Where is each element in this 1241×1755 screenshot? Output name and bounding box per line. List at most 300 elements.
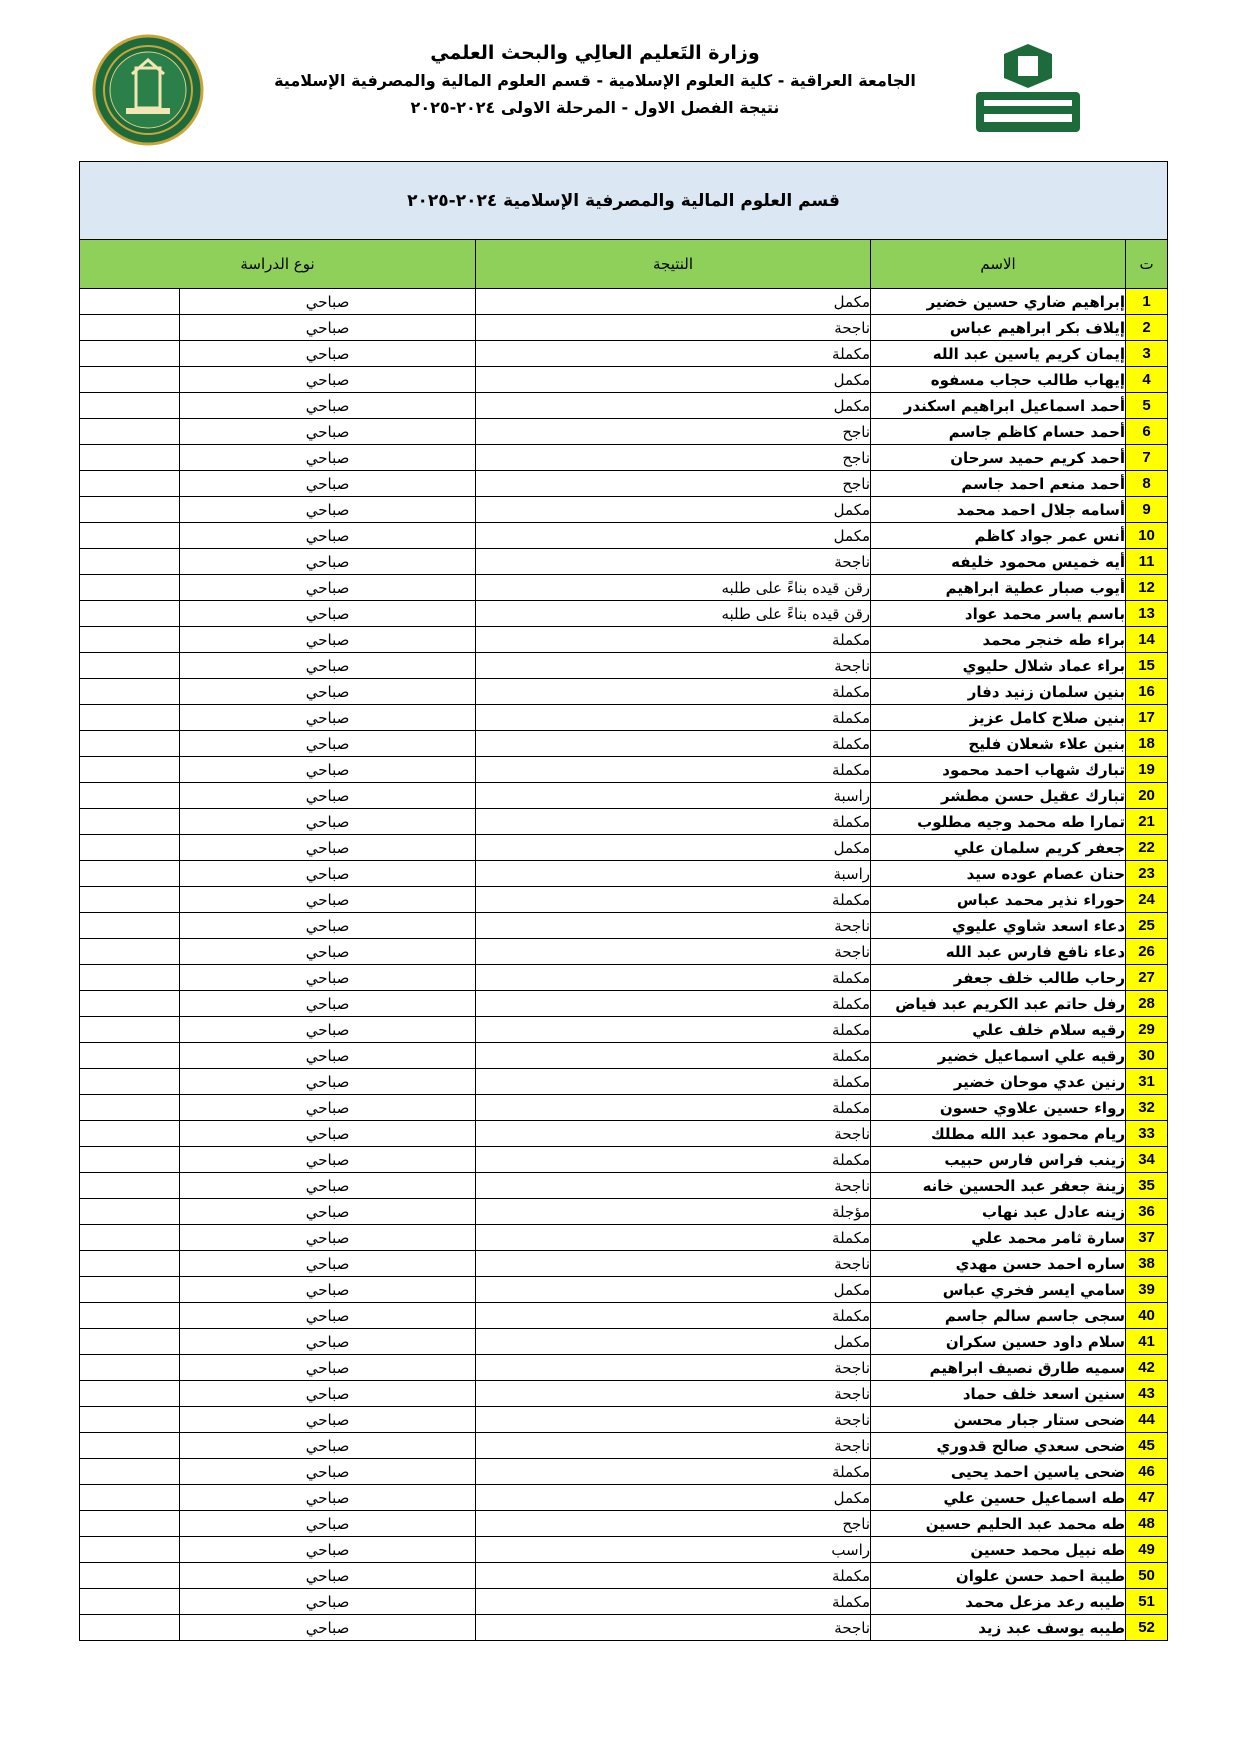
table-row	[80, 1615, 1168, 1641]
student-name: جعفر كريم سلمان علي	[871, 835, 1126, 861]
study-type: صباحي	[180, 575, 476, 601]
student-result: مكملة	[476, 731, 871, 757]
study-type-spacer	[80, 887, 180, 913]
row-number: 10	[1126, 523, 1168, 549]
student-result: مكمل	[476, 1329, 871, 1355]
row-number: 31	[1126, 1069, 1168, 1095]
study-type-spacer	[80, 1615, 180, 1641]
student-result: ناجحة	[476, 549, 871, 575]
student-result: ناجحة	[476, 1381, 871, 1407]
student-result: ناجحة	[476, 1433, 871, 1459]
row-number: 14	[1126, 627, 1168, 653]
student-name: طه محمد عبد الحليم حسين	[871, 1511, 1126, 1537]
study-type-spacer	[80, 1303, 180, 1329]
table-row	[80, 679, 1168, 705]
row-number: 16	[1126, 679, 1168, 705]
student-result: راسبة	[476, 783, 871, 809]
student-result: ناجحة	[476, 315, 871, 341]
study-type: صباحي	[180, 757, 476, 783]
study-type-spacer	[80, 731, 180, 757]
student-result: ناجحة	[476, 1355, 871, 1381]
student-name: براء طه خنجر محمد	[871, 627, 1126, 653]
student-name: دعاء اسعد شاوي عليوي	[871, 913, 1126, 939]
student-result: ناجح	[476, 471, 871, 497]
study-type: صباحي	[180, 1069, 476, 1095]
row-number: 15	[1126, 653, 1168, 679]
study-type: صباحي	[180, 497, 476, 523]
study-type: صباحي	[180, 1537, 476, 1563]
student-name: سارة ثامر محمد علي	[871, 1225, 1126, 1251]
study-type-spacer	[80, 549, 180, 575]
study-type-spacer	[80, 705, 180, 731]
student-name: طيبه رعد مزعل محمد	[871, 1589, 1126, 1615]
study-type: صباحي	[180, 1563, 476, 1589]
study-type-spacer	[80, 1407, 180, 1433]
study-type: صباحي	[180, 289, 476, 315]
table-row	[80, 1329, 1168, 1355]
table-row	[80, 1017, 1168, 1043]
table-row	[80, 549, 1168, 575]
study-type-spacer	[80, 809, 180, 835]
study-type: صباحي	[180, 653, 476, 679]
study-type: صباحي	[180, 341, 476, 367]
table-row	[80, 1095, 1168, 1121]
table-row	[80, 1433, 1168, 1459]
student-name: أحمد اسماعيل ابراهيم اسكندر	[871, 393, 1126, 419]
college-seal-icon	[92, 34, 204, 146]
row-number: 9	[1126, 497, 1168, 523]
table-row	[80, 809, 1168, 835]
row-number: 27	[1126, 965, 1168, 991]
student-name: إيمان كريم ياسين عبد الله	[871, 341, 1126, 367]
row-number: 47	[1126, 1485, 1168, 1511]
col-header-num: ت	[1126, 240, 1168, 289]
student-result: مكملة	[476, 1069, 871, 1095]
row-number: 8	[1126, 471, 1168, 497]
table-row	[80, 705, 1168, 731]
study-type-spacer	[80, 445, 180, 471]
student-name: سميه طارق نصيف ابراهيم	[871, 1355, 1126, 1381]
study-type: صباحي	[180, 1381, 476, 1407]
study-type: صباحي	[180, 1329, 476, 1355]
row-number: 21	[1126, 809, 1168, 835]
student-name: زينة جعفر عبد الحسين خانه	[871, 1173, 1126, 1199]
study-type-spacer	[80, 679, 180, 705]
ministry-title: وزارة التَعليم العالِي والبحث العلمي	[430, 42, 760, 64]
study-type: صباحي	[180, 965, 476, 991]
row-number: 17	[1126, 705, 1168, 731]
student-name: إيلاف بكر ابراهيم عباس	[871, 315, 1126, 341]
table-row	[80, 913, 1168, 939]
study-type-spacer	[80, 1537, 180, 1563]
study-type: صباحي	[180, 1485, 476, 1511]
table-row	[80, 341, 1168, 367]
study-type: صباحي	[180, 471, 476, 497]
row-number: 40	[1126, 1303, 1168, 1329]
table-row	[80, 653, 1168, 679]
student-name: ضحى ياسين احمد يحيى	[871, 1459, 1126, 1485]
student-name: تبارك عقيل حسن مطشر	[871, 783, 1126, 809]
study-type-spacer	[80, 913, 180, 939]
col-header-study-type: نوع الدراسة	[80, 240, 476, 289]
student-name: سجى جاسم سالم جاسم	[871, 1303, 1126, 1329]
row-number: 23	[1126, 861, 1168, 887]
student-result: راسب	[476, 1537, 871, 1563]
student-name: بنين صلاح كامل عزيز	[871, 705, 1126, 731]
study-type: صباحي	[180, 367, 476, 393]
row-number: 37	[1126, 1225, 1168, 1251]
student-result: مكمل	[476, 835, 871, 861]
student-name: زينه عادل عبد نهاب	[871, 1199, 1126, 1225]
student-result: مكملة	[476, 1589, 871, 1615]
study-type: صباحي	[180, 1303, 476, 1329]
student-name: أحمد منعم احمد جاسم	[871, 471, 1126, 497]
study-type-spacer	[80, 1225, 180, 1251]
student-result: مكملة	[476, 705, 871, 731]
student-result: رقن قيده بناءً على طلبه	[476, 601, 871, 627]
student-name: رقيه علي اسماعيل خضير	[871, 1043, 1126, 1069]
result-line: نتيجة الفصل الاول - المرحلة الاولى ٢٠٢٤-٢٠٢٥	[410, 98, 780, 117]
study-type-spacer	[80, 1511, 180, 1537]
student-result: ناجحة	[476, 1173, 871, 1199]
student-result: مكملة	[476, 341, 871, 367]
col-header-name: الاسم	[871, 240, 1126, 289]
study-type: صباحي	[180, 1173, 476, 1199]
student-result: مكملة	[476, 1459, 871, 1485]
table-row	[80, 445, 1168, 471]
study-type: صباحي	[180, 1407, 476, 1433]
student-name: بنين سلمان زنيد دفار	[871, 679, 1126, 705]
study-type-spacer	[80, 757, 180, 783]
column-header-row	[80, 240, 1168, 289]
student-name: باسم ياسر محمد عواد	[871, 601, 1126, 627]
row-number: 30	[1126, 1043, 1168, 1069]
row-number: 19	[1126, 757, 1168, 783]
row-number: 13	[1126, 601, 1168, 627]
study-type: صباحي	[180, 549, 476, 575]
student-name: زينب فراس فارس حبيب	[871, 1147, 1126, 1173]
study-type-spacer	[80, 289, 180, 315]
study-type-spacer	[80, 523, 180, 549]
study-type: صباحي	[180, 731, 476, 757]
study-type-spacer	[80, 341, 180, 367]
table-row	[80, 1407, 1168, 1433]
row-number: 45	[1126, 1433, 1168, 1459]
row-number: 39	[1126, 1277, 1168, 1303]
study-type-spacer	[80, 1485, 180, 1511]
college-line: الجامعة العراقية - كلية العلوم الإسلامية - قسم العلوم المالية والمصرفية الإسلامية	[274, 71, 916, 90]
student-name: أسامه جلال احمد محمد	[871, 497, 1126, 523]
study-type-spacer	[80, 1355, 180, 1381]
student-name: طه اسماعيل حسين علي	[871, 1485, 1126, 1511]
student-result: ناجح	[476, 445, 871, 471]
student-result: ناجحة	[476, 1251, 871, 1277]
row-number: 46	[1126, 1459, 1168, 1485]
student-name: أحمد كريم حميد سرحان	[871, 445, 1126, 471]
study-type: صباحي	[180, 835, 476, 861]
student-name: ريام محمود عبد الله مطلك	[871, 1121, 1126, 1147]
study-type: صباحي	[180, 1121, 476, 1147]
student-result: ناجحة	[476, 653, 871, 679]
row-number: 42	[1126, 1355, 1168, 1381]
student-name: رواء حسين علاوي حسون	[871, 1095, 1126, 1121]
study-type-spacer	[80, 991, 180, 1017]
study-type: صباحي	[180, 1589, 476, 1615]
table-row	[80, 471, 1168, 497]
student-result: مكملة	[476, 1043, 871, 1069]
study-type: صباحي	[180, 627, 476, 653]
row-number: 5	[1126, 393, 1168, 419]
table-row	[80, 731, 1168, 757]
row-number: 50	[1126, 1563, 1168, 1589]
study-type: صباحي	[180, 809, 476, 835]
study-type: صباحي	[180, 1199, 476, 1225]
table-row	[80, 1381, 1168, 1407]
study-type-spacer	[80, 1043, 180, 1069]
study-type-spacer	[80, 315, 180, 341]
study-type-spacer	[80, 1251, 180, 1277]
study-type-spacer	[80, 1381, 180, 1407]
header-text	[230, 40, 960, 121]
row-number: 2	[1126, 315, 1168, 341]
table-row	[80, 1069, 1168, 1095]
row-number: 26	[1126, 939, 1168, 965]
student-result: ناجح	[476, 1511, 871, 1537]
row-number: 12	[1126, 575, 1168, 601]
table-row	[80, 1121, 1168, 1147]
row-number: 33	[1126, 1121, 1168, 1147]
university-logo-icon	[968, 38, 1088, 138]
row-number: 48	[1126, 1511, 1168, 1537]
student-name: ساره احمد حسن مهدي	[871, 1251, 1126, 1277]
table-row	[80, 289, 1168, 315]
student-result: ناجحة	[476, 1407, 871, 1433]
study-type: صباحي	[180, 601, 476, 627]
table-row	[80, 575, 1168, 601]
col-header-result: النتيجة	[476, 240, 871, 289]
table-row	[80, 1537, 1168, 1563]
study-type-spacer	[80, 1433, 180, 1459]
student-result: مكملة	[476, 627, 871, 653]
student-result: مكملة	[476, 679, 871, 705]
student-result: مكملة	[476, 1303, 871, 1329]
study-type: صباحي	[180, 705, 476, 731]
student-result: مكمل	[476, 367, 871, 393]
study-type: صباحي	[180, 1017, 476, 1043]
student-name: طيبة احمد حسن علوان	[871, 1563, 1126, 1589]
row-number: 11	[1126, 549, 1168, 575]
study-type-spacer	[80, 575, 180, 601]
study-type-spacer	[80, 601, 180, 627]
table-row	[80, 1199, 1168, 1225]
row-number: 43	[1126, 1381, 1168, 1407]
student-result: مكمل	[476, 523, 871, 549]
table-row	[80, 783, 1168, 809]
student-name: طه نبيل محمد حسين	[871, 1537, 1126, 1563]
study-type-spacer	[80, 393, 180, 419]
study-type-spacer	[80, 939, 180, 965]
table-row	[80, 627, 1168, 653]
student-result: مكمل	[476, 1277, 871, 1303]
study-type: صباحي	[180, 1511, 476, 1537]
table-row	[80, 991, 1168, 1017]
table-row	[80, 315, 1168, 341]
student-name: أحمد حسام كاظم جاسم	[871, 419, 1126, 445]
study-type-spacer	[80, 471, 180, 497]
student-result: مكملة	[476, 809, 871, 835]
row-number: 44	[1126, 1407, 1168, 1433]
row-number: 22	[1126, 835, 1168, 861]
table-row	[80, 523, 1168, 549]
student-result: مكملة	[476, 1563, 871, 1589]
row-number: 20	[1126, 783, 1168, 809]
row-number: 4	[1126, 367, 1168, 393]
student-result: مكملة	[476, 887, 871, 913]
study-type: صباحي	[180, 1095, 476, 1121]
student-result: مؤجلة	[476, 1199, 871, 1225]
study-type-spacer	[80, 1095, 180, 1121]
student-name: دعاء نافع فارس عبد الله	[871, 939, 1126, 965]
table-row	[80, 1303, 1168, 1329]
table-row	[80, 965, 1168, 991]
row-number: 35	[1126, 1173, 1168, 1199]
study-type-spacer	[80, 627, 180, 653]
student-result: مكملة	[476, 991, 871, 1017]
student-result: ناجحة	[476, 1121, 871, 1147]
row-number: 52	[1126, 1615, 1168, 1641]
table-row	[80, 939, 1168, 965]
study-type: صباحي	[180, 1433, 476, 1459]
student-name: بنين علاء شعلان فليح	[871, 731, 1126, 757]
study-type-spacer	[80, 1329, 180, 1355]
table-row	[80, 887, 1168, 913]
section-title-row	[80, 162, 1168, 240]
student-name: سنين اسعد خلف حماد	[871, 1381, 1126, 1407]
study-type-spacer	[80, 1017, 180, 1043]
row-number: 28	[1126, 991, 1168, 1017]
student-name: أنس عمر جواد كاظم	[871, 523, 1126, 549]
student-name: أيوب صبار عطية ابراهيم	[871, 575, 1126, 601]
study-type-spacer	[80, 1199, 180, 1225]
study-type: صباحي	[180, 1355, 476, 1381]
table-row	[80, 1563, 1168, 1589]
table-row	[80, 1355, 1168, 1381]
row-number: 49	[1126, 1537, 1168, 1563]
student-result: ناجحة	[476, 1615, 871, 1641]
student-result: ناجحة	[476, 913, 871, 939]
table-row	[80, 1043, 1168, 1069]
table-row	[80, 757, 1168, 783]
table-row	[80, 601, 1168, 627]
student-name: سلام داود حسين سكران	[871, 1329, 1126, 1355]
study-type: صباحي	[180, 393, 476, 419]
table-row	[80, 497, 1168, 523]
student-name: رقيه سلام خلف علي	[871, 1017, 1126, 1043]
study-type: صباحي	[180, 1043, 476, 1069]
table-row	[80, 1589, 1168, 1615]
section-title: قسم العلوم المالية والمصرفية الإسلامية ٢٠٢٤-٢٠٢٥	[80, 162, 1168, 240]
study-type-spacer	[80, 1563, 180, 1589]
study-type-spacer	[80, 367, 180, 393]
study-type-spacer	[80, 1121, 180, 1147]
study-type: صباحي	[180, 679, 476, 705]
study-type: صباحي	[180, 1251, 476, 1277]
table-row	[80, 1485, 1168, 1511]
table-row	[80, 1173, 1168, 1199]
study-type: صباحي	[180, 783, 476, 809]
student-result: مكملة	[476, 1095, 871, 1121]
study-type: صباحي	[180, 991, 476, 1017]
study-type-spacer	[80, 1277, 180, 1303]
study-type: صباحي	[180, 1147, 476, 1173]
study-type: صباحي	[180, 1459, 476, 1485]
table-row	[80, 1511, 1168, 1537]
student-result: ناجح	[476, 419, 871, 445]
document-header	[0, 30, 1241, 150]
student-name: إبراهيم ضاري حسين خضير	[871, 289, 1126, 315]
table-row	[80, 1147, 1168, 1173]
student-result: مكملة	[476, 1147, 871, 1173]
student-result: مكملة	[476, 1017, 871, 1043]
study-type: صباحي	[180, 913, 476, 939]
table-row	[80, 367, 1168, 393]
table-row	[80, 1225, 1168, 1251]
study-type-spacer	[80, 419, 180, 445]
student-result: مكملة	[476, 757, 871, 783]
student-name: رحاب طالب خلف جعفر	[871, 965, 1126, 991]
student-result: راسبة	[476, 861, 871, 887]
study-type: صباحي	[180, 445, 476, 471]
row-number: 29	[1126, 1017, 1168, 1043]
student-name: سامي ايسر فخري عباس	[871, 1277, 1126, 1303]
table-row	[80, 1459, 1168, 1485]
student-name: طيبه يوسف عبد زيد	[871, 1615, 1126, 1641]
student-name: ضحى ستار جبار محسن	[871, 1407, 1126, 1433]
study-type: صباحي	[180, 1615, 476, 1641]
study-type-spacer	[80, 1459, 180, 1485]
study-type: صباحي	[180, 887, 476, 913]
row-number: 1	[1126, 289, 1168, 315]
table-row	[80, 419, 1168, 445]
student-result: مكملة	[476, 1225, 871, 1251]
student-name: إيهاب طالب حجاب مسفوه	[871, 367, 1126, 393]
student-name: حنان عصام عوده سيد	[871, 861, 1126, 887]
study-type-spacer	[80, 1147, 180, 1173]
study-type: صباحي	[180, 939, 476, 965]
student-result: مكمل	[476, 393, 871, 419]
study-type-spacer	[80, 1589, 180, 1615]
student-result: ناجحة	[476, 939, 871, 965]
student-result: مكمل	[476, 497, 871, 523]
row-number: 38	[1126, 1251, 1168, 1277]
study-type-spacer	[80, 1173, 180, 1199]
study-type: صباحي	[180, 523, 476, 549]
student-name: تبارك شهاب احمد محمود	[871, 757, 1126, 783]
student-result: مكملة	[476, 965, 871, 991]
study-type-spacer	[80, 965, 180, 991]
student-name: رنين عدي موحان خضير	[871, 1069, 1126, 1095]
student-name: تمارا طه محمد وجيه مطلوب	[871, 809, 1126, 835]
student-name: حوراء نذير محمد عباس	[871, 887, 1126, 913]
study-type: صباحي	[180, 315, 476, 341]
student-name: أيه خميس محمود خليفه	[871, 549, 1126, 575]
row-number: 51	[1126, 1589, 1168, 1615]
row-number: 6	[1126, 419, 1168, 445]
row-number: 36	[1126, 1199, 1168, 1225]
student-name: رفل حاتم عبد الكريم عبد فياض	[871, 991, 1126, 1017]
table-row	[80, 835, 1168, 861]
student-result: مكمل	[476, 289, 871, 315]
